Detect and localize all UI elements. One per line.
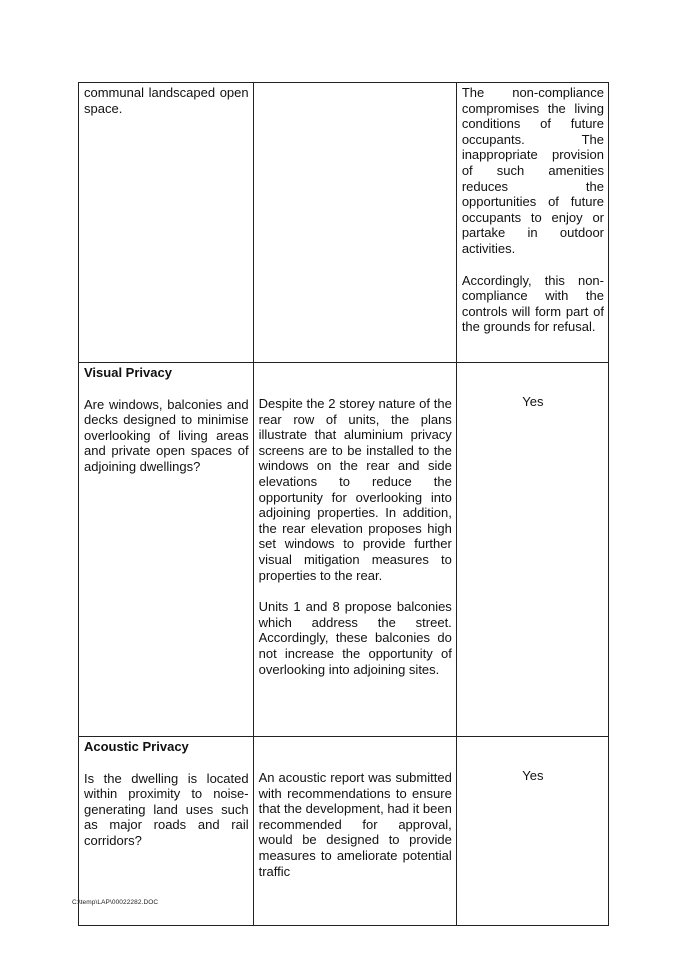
section-heading: Visual Privacy bbox=[84, 365, 172, 380]
document-path-footer: C:\temp\LAP\00022282.DOC bbox=[72, 899, 159, 906]
compliance-paragraph: Accordingly, this non-compliance with the controls will form part of the grounds for refusal. bbox=[461, 272, 604, 335]
compliance-cell bbox=[456, 83, 608, 363]
criteria-text: Is the dwelling is located within proximity to noise-generating land uses such as major roads and rail corridors? bbox=[84, 770, 249, 848]
criteria-cell bbox=[79, 737, 254, 926]
compliance-cell bbox=[456, 737, 608, 926]
comment-cell bbox=[253, 363, 456, 737]
criteria-text: communal landscaped open space. bbox=[84, 85, 249, 116]
comment-paragraph: Despite the 2 storey nature of the rear row of units, the plans illustrate that aluminium privacy screens are to be installed to the windows on the rear and side elevations to reduce the opportunity for overlooking into adjoining properties. In addition, the rear elevation proposes high set windows to provide further visual mitigation measures to properties to the rear. bbox=[258, 396, 452, 583]
comment-cell bbox=[253, 737, 456, 926]
assessment-table bbox=[78, 82, 609, 926]
compliance-paragraph: The non-compliance compromises the living conditions of future occupants. The inappropriate provision of such amenities reduces the opportunities of future occupants to enjoy or partake in outdoor activities. bbox=[461, 85, 604, 256]
comment-paragraph: Units 1 and 8 propose balconies which address the street. Accordingly, these balconies do not increase the opportunity of overlooking into adjoining sites. bbox=[258, 599, 452, 677]
comment-cell bbox=[253, 83, 456, 363]
table-row bbox=[79, 363, 609, 737]
comment-paragraph: An acoustic report was submitted with recommendations to ensure that the development, had it been recommended for approval, would be designed to provide measures to ameliorate potential traffic bbox=[258, 770, 452, 879]
section-heading: Acoustic Privacy bbox=[84, 739, 189, 754]
criteria-text: Are windows, balconies and decks designed to minimise overlooking of living areas and private open spaces of adjoining dwellings? bbox=[84, 396, 249, 474]
criteria-cell bbox=[79, 83, 254, 363]
compliance-cell bbox=[456, 363, 608, 737]
table-row bbox=[79, 737, 609, 926]
compliance-status: Yes bbox=[522, 768, 544, 783]
criteria-cell bbox=[79, 363, 254, 737]
compliance-status: Yes bbox=[522, 394, 544, 409]
table-row bbox=[79, 83, 609, 363]
